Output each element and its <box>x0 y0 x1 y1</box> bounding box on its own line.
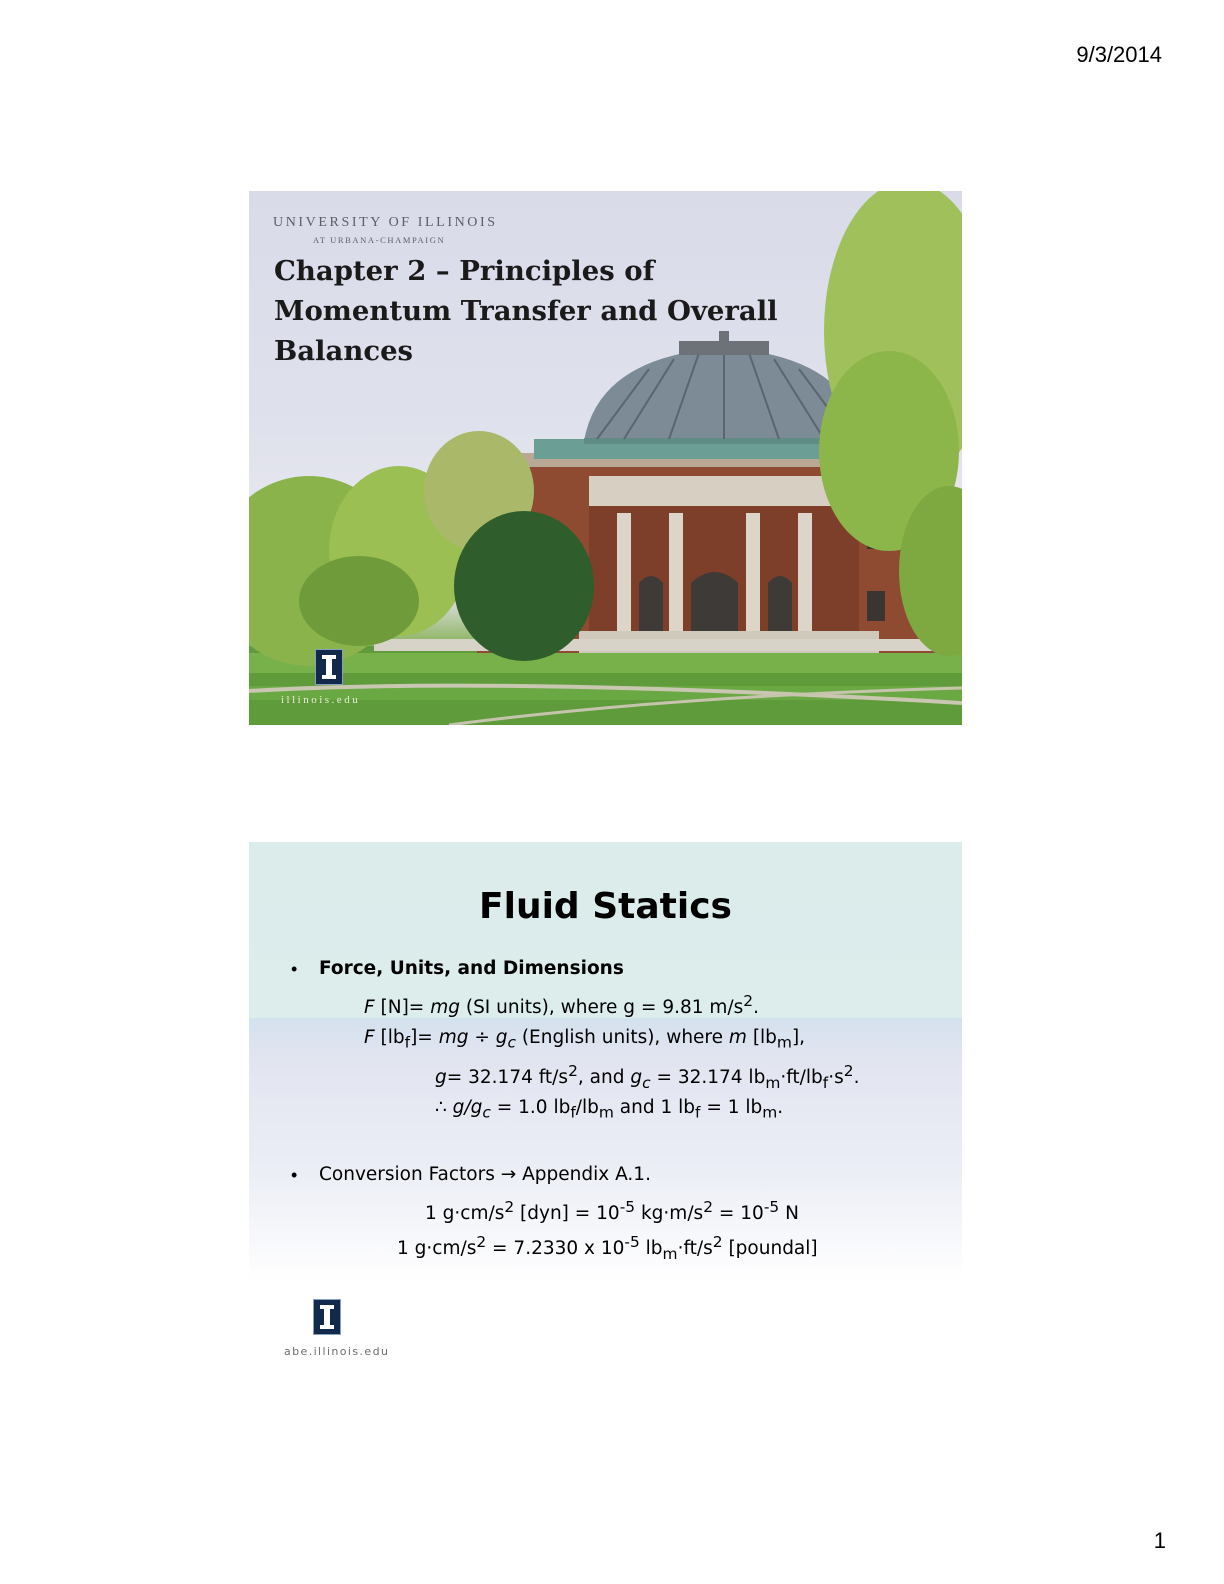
si-force-equation: F [N]= mg (SI units), where g = 9.81 $m/s^2$. <box>364 992 759 1019</box>
bullet-conversion-factors-heading: Conversion Factors → Appendix A.1. <box>319 1164 651 1185</box>
dyn-conversion-line: 1 $g\cdot cm/s^2$ $[dyn] = 10^{-5}$ $kg\cdot m/s^2 = 10^{-5}$ N <box>425 1198 799 1225</box>
print-date: 9/3/2014 <box>1076 42 1162 67</box>
gravity-constants-line: g= 32.174 $ft/s^2$, and $g_c = 32.174$ $lb_m\cdot ft/lb_f\cdot s^2$. <box>435 1062 860 1092</box>
university-campus: AT URBANA-CHAMPAIGN <box>313 235 446 245</box>
illinois-edu-wordmark: illinois.edu <box>281 694 361 706</box>
slide-title: Fluid Statics <box>479 886 732 927</box>
abe-illinois-edu-wordmark: abe.illinois.edu <box>284 1345 390 1358</box>
title-slide <box>249 191 962 725</box>
english-force-equation: F $[lb_f]=$ mg ÷ $g_c$ (English units), where m $[lb_m]$, <box>364 1027 806 1052</box>
gc-ratio-line: ∴ $g/g_c = 1.0$ $lb_f/lb_m$ and 1 $lb_f = 1$ $lb_m$. <box>435 1097 784 1122</box>
fluid-statics-slide <box>249 842 962 1376</box>
bullet-force-units-heading: Force, Units, and Dimensions <box>319 958 624 979</box>
bullet-marker: • <box>291 959 298 979</box>
bullet-marker: • <box>291 1165 298 1185</box>
poundal-conversion-line: 1 $g\cdot cm/s^2 = 7.2330$ x $10^{-5}$ $lb_m\cdot ft/s^2$ [poundal] <box>397 1233 818 1263</box>
illinois-block-i-logo <box>316 650 342 684</box>
page-number: 1 <box>1153 1528 1166 1553</box>
chapter-title: Chapter 2 – Principles of Momentum Transfer and Overall Balances <box>274 255 778 367</box>
university-name: UNIVERSITY OF ILLINOIS <box>273 215 498 230</box>
illinois-block-i-logo <box>314 1300 340 1334</box>
